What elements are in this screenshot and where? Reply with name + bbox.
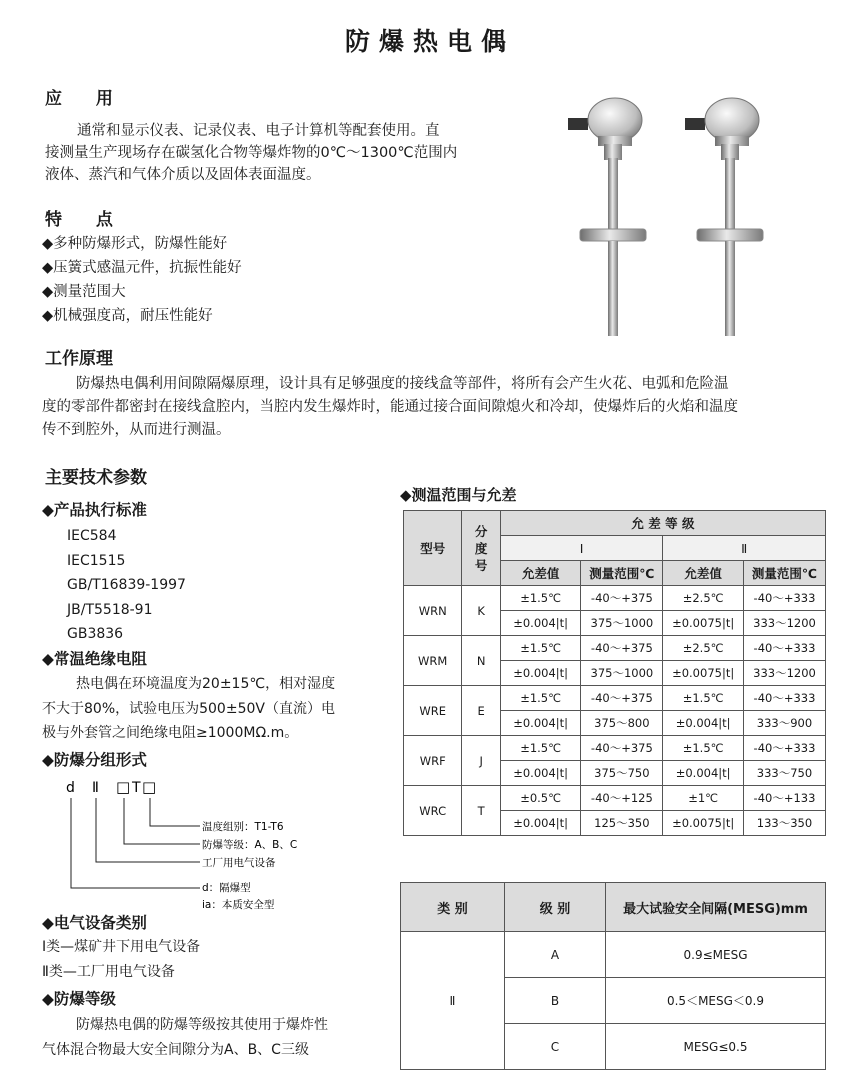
cell: ±2.5℃ (663, 586, 744, 611)
cell: 333～900 (743, 711, 825, 736)
header-range-1: 测量范围℃ (581, 561, 663, 586)
table-row (404, 786, 826, 811)
cell-model: WRF (404, 736, 462, 786)
cell-grade: B (505, 978, 606, 1024)
cell: ±0.004|t| (500, 811, 580, 836)
cell-index: K (462, 586, 500, 636)
grade-line: 气体混合物最大安全间隙分为A、B、C三级 (42, 1041, 309, 1058)
cell: -40～+375 (581, 736, 663, 761)
cell: 375～800 (581, 711, 663, 736)
feature-item: ◆机械强度高，耐压性能好 (42, 308, 213, 324)
standards-heading: ◆产品执行标准 (42, 501, 147, 519)
grade-heading: ◆防爆等级 (42, 990, 116, 1008)
cell: ±1.5℃ (500, 636, 580, 661)
tolerance-table (403, 510, 826, 836)
cell: -40～+333 (743, 636, 825, 661)
standard-item: IEC584 (67, 528, 117, 544)
label-intrinsic-safety: ia：本质安全型 (202, 899, 275, 911)
cell: ±0.004|t| (663, 711, 744, 736)
code-d: d (66, 780, 75, 796)
table1-caption: ◆测温范围与允差 (400, 486, 517, 504)
standard-item: IEC1515 (67, 552, 126, 569)
cell-model: WRC (404, 786, 462, 836)
cell: ±0.004|t| (663, 761, 744, 786)
cell-index: J (462, 736, 500, 786)
cell: ±1.5℃ (663, 736, 744, 761)
group-diagram (60, 772, 360, 914)
cell: -40～+375 (581, 636, 663, 661)
header-range-2: 测量范围℃ (743, 561, 825, 586)
thermocouple-1 (568, 98, 646, 336)
cell: 375～1000 (581, 661, 663, 686)
standard-item: GB3836 (67, 626, 124, 642)
cell-index: N (462, 636, 500, 686)
cell-mesg: MESG≤0.5 (606, 1024, 826, 1070)
equip-list (42, 935, 200, 984)
application-text (45, 120, 545, 186)
standards-list (67, 524, 186, 647)
table-row (404, 736, 826, 761)
label-factory-equipment: 工厂用电气设备 (202, 857, 276, 869)
product-image (560, 90, 840, 340)
features-list (42, 232, 242, 328)
cell: 375～750 (581, 761, 663, 786)
cell-index: T (462, 786, 500, 836)
header-mesg: 最大试验安全间隔(MESG)mm (606, 883, 826, 932)
cell-index: E (462, 686, 500, 736)
equip-item: Ⅰ类—煤矿井下用电气设备 (42, 939, 201, 955)
grade-text (42, 1013, 392, 1062)
cell-category: Ⅱ (401, 932, 505, 1070)
cell: 333～1200 (743, 661, 825, 686)
cell: ±0.004|t| (500, 711, 580, 736)
cell-grade: C (505, 1024, 606, 1070)
cell: ±1.5℃ (500, 736, 580, 761)
cell: 375～1000 (581, 611, 663, 636)
standard-item: GB/T16839-1997 (67, 577, 186, 593)
cell: ±0.5℃ (500, 786, 580, 811)
feature-item: ◆压簧式感温元件，抗振性能好 (42, 260, 242, 276)
label-flameproof: d：隔爆型 (202, 882, 251, 894)
features-heading: 特 点 (45, 210, 127, 230)
label-explosion-grade: 防爆等级：A、B、C (202, 839, 298, 851)
header-model: 型号 (404, 511, 462, 586)
table-row (404, 586, 826, 611)
cell: ±2.5℃ (663, 636, 744, 661)
thermocouple-2 (685, 98, 763, 336)
cell: ±0.004|t| (500, 761, 580, 786)
cell: ±0.0075|t| (663, 811, 744, 836)
cell: -40～+333 (743, 586, 825, 611)
cell-grade: A (505, 932, 606, 978)
cell: ±0.004|t| (500, 611, 580, 636)
params-heading: 主要技术参数 (45, 468, 147, 488)
cell-mesg: 0.5＜MESG＜0.9 (606, 978, 826, 1024)
principle-line: 度的零部件都密封在接线盒腔内，当腔内发生爆炸时，能通过接合面间隙熄火和冷却，使爆炸后的火焰和温度 (42, 399, 738, 415)
cell: ±1.5℃ (663, 686, 744, 711)
cell: -40～+375 (581, 686, 663, 711)
cell: -40～+375 (581, 586, 663, 611)
application-line: 通常和显示仪表、记录仪表、电子计算机等配套使用。直 (77, 123, 440, 139)
application-line: 接测量生产现场存在碳氢化合物等爆炸物的0℃～1300℃范围内 (45, 145, 458, 161)
feature-item: ◆多种防爆形式，防爆性能好 (42, 236, 228, 252)
cell: ±0.0075|t| (663, 661, 744, 686)
cell: -40～+333 (743, 686, 825, 711)
cell: ±1℃ (663, 786, 744, 811)
header-grade: 级 别 (505, 883, 606, 932)
cell: ±0.004|t| (500, 661, 580, 686)
cell-model: WRM (404, 636, 462, 686)
equip-heading: ◆电气设备类别 (42, 914, 147, 932)
code-box1: □ (116, 778, 131, 796)
header-category: 类 别 (401, 883, 505, 932)
table-row (404, 636, 826, 661)
insulation-text (42, 672, 392, 746)
table-row (401, 932, 826, 978)
standard-item: JB/T5518-91 (67, 601, 153, 618)
header-class-2: Ⅱ (663, 536, 826, 561)
header-tol-2: 允差值 (663, 561, 744, 586)
bracket-lines (71, 798, 200, 888)
application-line: 液体、蒸汽和气体介质以及固体表面温度。 (45, 167, 321, 183)
code-t: T (132, 780, 141, 796)
principle-line: 防爆热电偶利用间隙隔爆原理，设计具有足够强度的接线盒等部件，将所有会产生火花、电弧和危险温 (76, 376, 729, 392)
cell: ±0.0075|t| (663, 611, 744, 636)
page-title: 防爆热电偶 (344, 27, 515, 56)
cell: ±1.5℃ (500, 686, 580, 711)
cell-model: WRN (404, 586, 462, 636)
principle-heading: 工作原理 (45, 349, 113, 369)
group-heading: ◆防爆分组形式 (42, 751, 147, 769)
insulation-heading: ◆常温绝缘电阻 (42, 650, 147, 668)
header-index: 分 度 号 (462, 511, 500, 586)
code-ii: Ⅱ (92, 780, 99, 796)
application-heading: 应 用 (45, 89, 127, 109)
table-row (404, 686, 826, 711)
header-class-1: Ⅰ (500, 536, 662, 561)
insulation-line: 极与外套管之间绝缘电阻≥1000MΩ.m。 (42, 725, 299, 741)
mesg-table (400, 882, 826, 1070)
code-box2: □ (142, 778, 157, 796)
header-tolerance-grade: 允 差 等 级 (500, 511, 825, 536)
cell-mesg: 0.9≤MESG (606, 932, 826, 978)
cell: -40～+133 (743, 786, 825, 811)
feature-item: ◆测量范围大 (42, 284, 126, 300)
cell: -40～+125 (581, 786, 663, 811)
grade-line: 防爆热电偶的防爆等级按其使用于爆炸性 (76, 1017, 328, 1033)
cell: 133～350 (743, 811, 825, 836)
cell: 333～1200 (743, 611, 825, 636)
cell: ±1.5℃ (500, 586, 580, 611)
principle-text (42, 373, 842, 442)
equip-item: Ⅱ类—工厂用电气设备 (42, 963, 175, 980)
cell-model: WRE (404, 686, 462, 736)
cell: 125～350 (581, 811, 663, 836)
label-temp-group: 温度组别：T1-T6 (202, 821, 284, 833)
insulation-line: 不大于80%，试验电压为500±50V（直流）电 (42, 700, 335, 717)
principle-line: 传不到腔外，从而进行测温。 (42, 422, 231, 438)
insulation-line: 热电偶在环境温度为20±15℃，相对湿度 (76, 676, 336, 692)
header-tol-1: 允差值 (500, 561, 580, 586)
cell: -40～+333 (743, 736, 825, 761)
cell: 333～750 (743, 761, 825, 786)
